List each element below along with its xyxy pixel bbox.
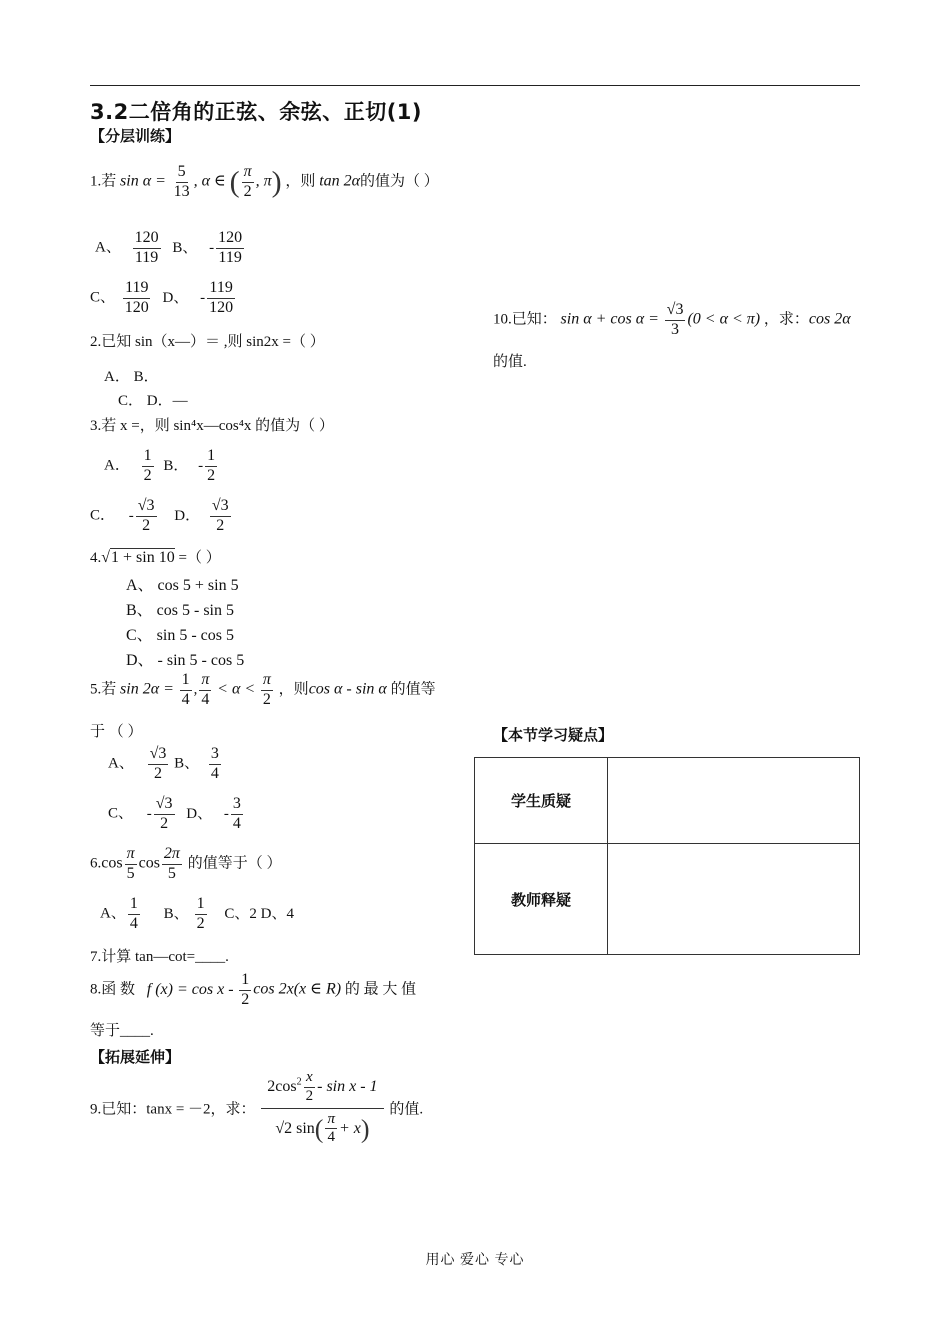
header-rule <box>90 85 860 86</box>
question-2: 2.已知 sin（x—）＝ ,则 sin2x =（ ） <box>90 334 325 350</box>
question-4: 4.√1 + sin 10 =（ ） <box>90 549 221 566</box>
section-practice: 【分层训练】 <box>90 129 181 145</box>
question-2-options-cd: C． D．— <box>118 393 188 409</box>
question-4-option-a: A、 cos 5 + sin 5 <box>126 577 239 594</box>
doubt-table <box>474 757 860 955</box>
question-3-options-ab: A． $\frac{1}{2}$ B． - $\frac{1}{2}$ <box>104 447 216 484</box>
fraction: $\frac{5}{13}$ <box>173 163 190 200</box>
section-doubts: 【本节学习疑点】 <box>493 728 614 744</box>
question-2-options-ab: A． B． <box>104 369 159 385</box>
question-4-option-b: B、 cos 5 - sin 5 <box>126 602 235 619</box>
question-10: 10.已知： sin α + cos α = $\frac{√3}{3}$ (0 < α < π) ，求：cos 2α <box>493 301 851 338</box>
question-6: 6.cos $\frac{\pi}{5}$ cos $\frac{2\pi}{5}$ 的值等于（ ） <box>90 845 282 882</box>
question-5-cont: 于 （ ） <box>90 724 143 740</box>
question-8-cont: 等于____. <box>90 1023 154 1039</box>
question-1-options-cd: C、 $\frac{119}{120}$ D、 - $\frac{119}{120}$ <box>90 279 234 316</box>
question-3-options-cd: C． - $\frac{√3}{2}$ D． $\frac{√3}{2}$ <box>90 497 229 534</box>
question-5-options-ab: A、 $\frac{√3}{2}$ B、 $\frac{3}{4}$ <box>108 745 219 782</box>
question-5: 5.若 sin 2α = $\frac{1}{4}$ , $\frac{\pi}{4}$ < α < $\frac{\pi}{2}$ ，则cos α - sin α 的值等 <box>90 671 436 708</box>
question-4-option-d: D、 - sin 5 - cos 5 <box>126 652 245 669</box>
question-9: 9.已知：tanx = －2，求： $2\cos^2$ $\frac{x}{2}$ - sin x - 1 √2 sin( $\frac{\pi}{4}$ + x) 的值. <box>90 1069 424 1146</box>
question-10-cont: 的值. <box>493 354 527 370</box>
question-7: 7.计算 tan—cot=____. <box>90 949 229 965</box>
question-3: 3.若 x =，则 sin⁴x—cos⁴x 的值为（ ） <box>90 418 334 434</box>
question-6-options: A、 $\frac{1}{4}$ B、 $\frac{1}{2}$ C、2 D、4 <box>100 895 294 932</box>
fraction: $\frac{\pi}{2}$ <box>243 163 252 200</box>
question-4-option-c: C、 sin 5 - cos 5 <box>126 627 235 644</box>
student-question-label: 学生质疑 <box>475 758 608 844</box>
section-extension: 【拓展延伸】 <box>90 1050 181 1066</box>
student-question-cell[interactable] <box>608 758 860 844</box>
question-1-options-ab: A、 $\frac{120}{119}$ B、 - $\frac{120}{119}$ <box>95 229 243 266</box>
question-8: 8.函 数 f (x) = cos x - $\frac{1}{2}$ cos 2x(x ∈ R) 的 最 大 值 <box>90 971 417 1008</box>
page-title: 3.2二倍角的正弦、余弦、正切(1) <box>90 100 423 124</box>
teacher-answer-label: 教师释疑 <box>475 844 608 955</box>
question-1: 1.若 sin α = $\frac{5}{13}$ , α ∈ ( $\frac{\pi}{2}$ , π) ，则 tan 2α的值为（ ） <box>90 163 439 200</box>
question-5-options-cd: C、 - $\frac{√3}{2}$ D、 - $\frac{3}{4}$ <box>108 795 241 832</box>
page-footer: 用心 爱心 专心 <box>425 1253 525 1268</box>
teacher-answer-cell[interactable] <box>608 844 860 955</box>
